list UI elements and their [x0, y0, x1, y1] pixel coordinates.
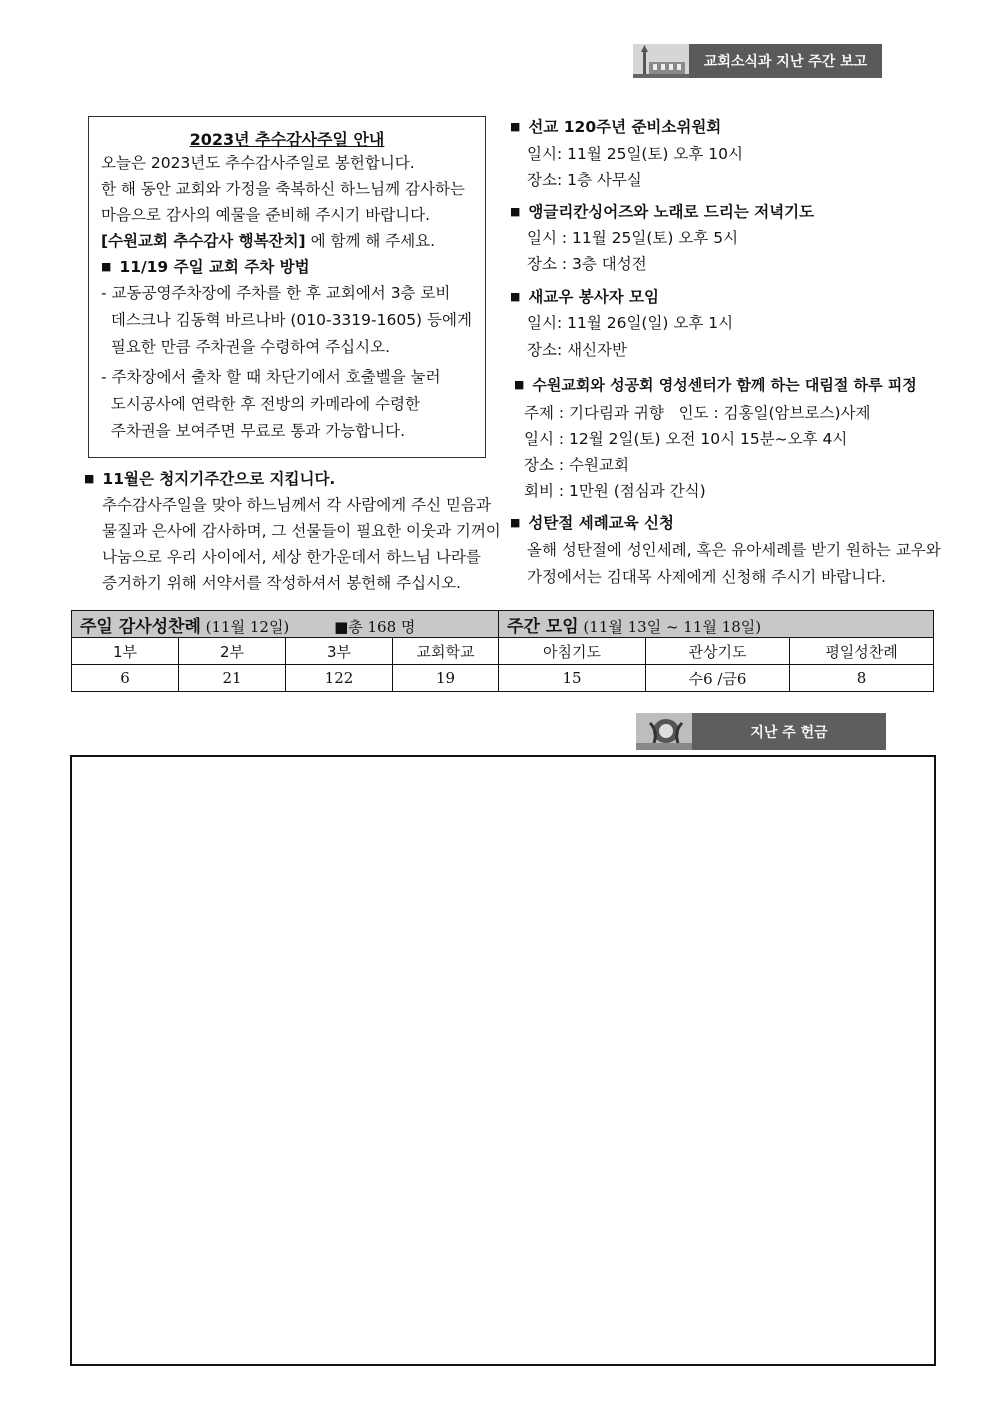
parking-line: 필요한 만큼 주차권을 수령하여 주십시오.: [101, 338, 391, 356]
notice-line: 마음으로 감사의 예물을 준비해 주시기 바랍니다.: [101, 206, 431, 224]
item-line: 장소: 새신자반: [527, 341, 627, 359]
weekly-title: 주간 모임: [507, 616, 579, 637]
offering-content-box: [70, 755, 936, 1366]
stewardship-line: 추수감사주일을 맞아 하느님께서 각 사람에게 주신 믿음과: [102, 496, 491, 514]
table-row: [72, 638, 934, 665]
square-bullet-icon: ■: [84, 472, 95, 485]
notice-line: 한 해 동안 교회와 가정을 축복하신 하느님께 감사하는: [101, 180, 465, 198]
item-title: ■ 선교 120주년 준비소위원회: [510, 118, 722, 136]
parking-line: 데스크나 김동혁 바르나바 (010-3319-1605) 등에게: [101, 311, 472, 329]
stewardship-line: 증거하기 위해 서약서를 작성하셔서 봉헌해 주십시오.: [102, 574, 461, 592]
table-row: [72, 665, 934, 692]
column-header: 교회학교: [393, 638, 499, 665]
parking-line: 도시공사에 연락한 후 전방의 카메라에 수령한: [101, 395, 420, 413]
parking-line: - 주차장에서 출차 할 때 차단기에서 호출벨을 눌러: [101, 368, 441, 386]
parking-title: ■ 11/19 주일 교회 주차 방법: [101, 258, 310, 276]
item-title: ■ 성탄절 세례교육 신청: [510, 514, 674, 532]
item-line: 회비 : 1만원 (점심과 간식): [524, 482, 706, 500]
table-cell: 19: [393, 665, 499, 692]
stewardship-line: 나눔으로 우리 사이에서, 세상 한가운데서 하느님 나라를: [102, 548, 481, 566]
item-title: ■ 수원교회와 성공회 영성센터가 함께 하는 대림절 하루 피정: [514, 376, 917, 394]
column-header: 3부: [286, 638, 393, 665]
square-bullet-icon: ■: [514, 378, 525, 391]
table-cell: 6: [72, 665, 179, 692]
section-header-badge: [633, 44, 882, 78]
hands-emblem-icon: [636, 713, 692, 750]
weekly-date: (11월 13일 ~ 11월 18일): [583, 617, 762, 636]
item-line: 장소: 1층 사무실: [527, 171, 642, 189]
notice-title: 2023년 추수감사주일 안내: [189, 130, 385, 149]
stewardship-title: ■ 11월은 청지기주간으로 지킵니다.: [84, 470, 336, 488]
sunday-title: 주일 감사성찬례: [80, 616, 201, 637]
table-cell: 15: [499, 665, 646, 692]
item-title: ■ 새교우 봉사자 모임: [510, 288, 659, 306]
item-line: 일시 : 12월 2일(토) 오전 10시 15분~오후 4시: [524, 430, 848, 448]
parking-line: - 교동공영주차장에 주차를 한 후 교회에서 3층 로비: [101, 284, 451, 302]
parking-line: 주차권을 보여주면 무료로 통과 가능합니다.: [101, 422, 406, 440]
item-line: 올해 성탄절에 성인세례, 혹은 유아세례를 받기 원하는 교우와: [527, 541, 941, 559]
item-line: 장소 : 3층 대성전: [527, 255, 647, 273]
square-bullet-icon: ■: [510, 290, 521, 303]
item-title: ■ 앵글리칸싱어즈와 노래로 드리는 저녁기도: [510, 203, 815, 221]
square-bullet-icon: ■: [101, 260, 112, 273]
item-line: 일시 : 11월 25일(토) 오후 5시: [527, 229, 739, 247]
item-line: 가정에서는 김대목 사제에게 신청해 주시기 바랍니다.: [527, 568, 886, 586]
section-title: 교회소식과 지난 주간 보고: [689, 44, 882, 78]
column-header: 관상기도: [646, 638, 790, 665]
offering-header-badge: [636, 713, 886, 750]
column-header: 평일성찬례: [790, 638, 934, 665]
square-bullet-icon: ■: [510, 120, 521, 133]
table-cell: 8: [790, 665, 934, 692]
item-line: 일시: 11월 26일(일) 오후 1시: [527, 314, 734, 332]
square-bullet-icon: ■: [510, 516, 521, 529]
column-header: 2부: [179, 638, 286, 665]
notice-line: [수원교회 추수감사 행복잔치] 에 함께 해 주세요.: [101, 232, 436, 250]
sunday-header: [72, 611, 499, 638]
item-line: 장소 : 수원교회: [524, 456, 629, 474]
item-line: 일시: 11월 25일(토) 오후 10시: [527, 145, 743, 163]
event-highlight: [수원교회 추수감사 행복잔치]: [101, 232, 306, 250]
attendance-table: [71, 610, 934, 692]
column-header: 아침기도: [499, 638, 646, 665]
weekly-header: [499, 611, 934, 638]
church-tower-icon: [633, 44, 689, 78]
sunday-date: (11월 12일): [205, 617, 290, 636]
stewardship-line: 물질과 은사에 감사하며, 그 선물들이 필요한 이웃과 기꺼이: [102, 522, 501, 540]
table-header-row: [72, 611, 934, 638]
notice-line: 오늘은 2023년도 추수감사주일로 봉헌합니다.: [101, 154, 415, 172]
table-cell: 21: [179, 665, 286, 692]
table-cell: 122: [286, 665, 393, 692]
item-line: 주제 : 기다림과 귀향 인도 : 김홍일(암브로스)사제: [524, 404, 871, 422]
offering-title: 지난 주 헌금: [692, 713, 886, 750]
total-attendance: ■총 168 명: [334, 617, 416, 636]
column-header: 1부: [72, 638, 179, 665]
square-bullet-icon: ■: [510, 205, 521, 218]
table-cell: 수6 /금6: [646, 665, 790, 692]
